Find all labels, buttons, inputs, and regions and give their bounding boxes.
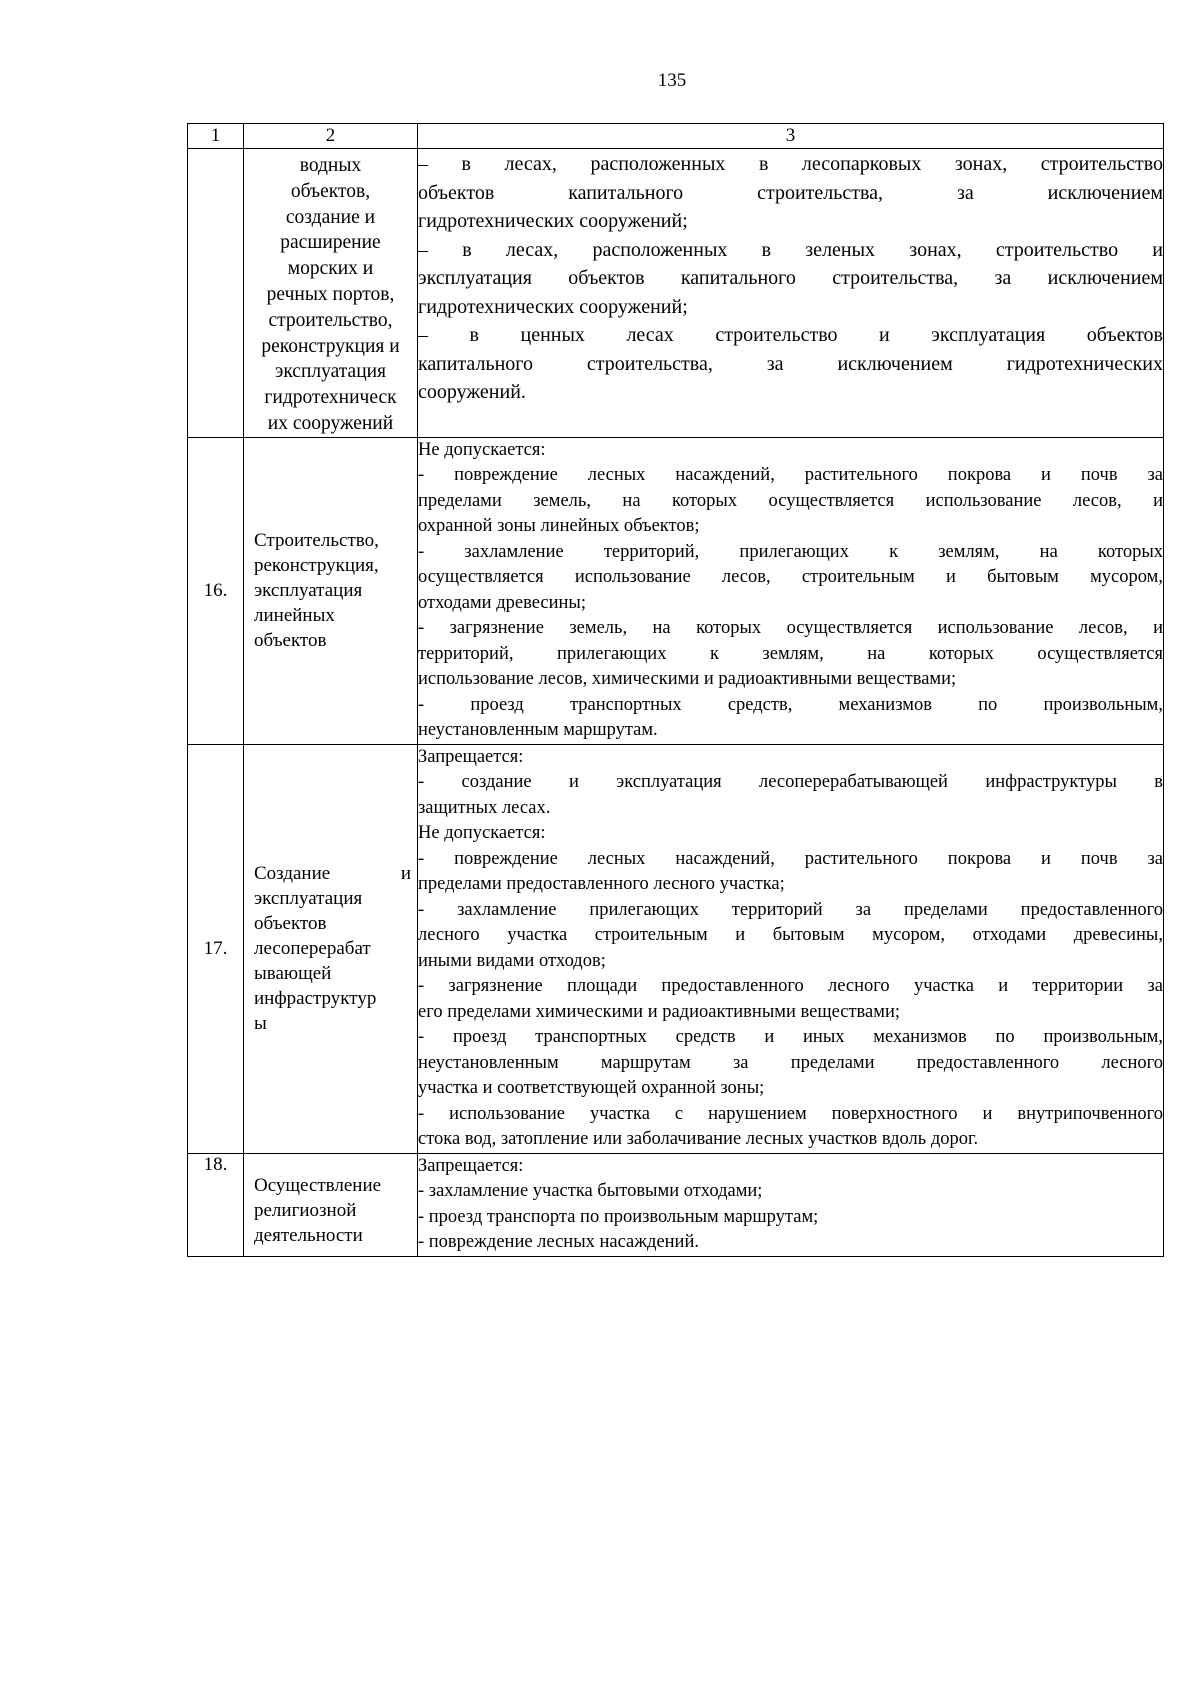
activity-name-line: деятельности [254,1225,363,1247]
activity-name-line: эксплуатация [274,361,387,383]
activity-name-line: Создание и [254,863,411,885]
activity-name-line: создание и [285,206,376,228]
activity-name-line: ы [254,1013,267,1035]
restriction-line: охранной зоны линейных объектов; [418,516,700,537]
restrictions-text [418,437,1164,744]
activity-name-line: их сооружений [267,412,394,434]
activity-name-line: ывающей [254,963,332,985]
restriction-line: неустановленным маршрутам за пределами предоставленного лесного [418,1052,1163,1073]
table-row [188,1153,1164,1256]
restriction-line: неустановленным маршрутам. [418,720,658,741]
restriction-line: – в лесах, расположенных в зеленых зонах, строительство и [418,238,1163,261]
restriction-line: защитных лесах. [418,797,551,818]
activity-name [244,437,418,744]
restriction-line: территорий, прилегающих к землям, на которых осуществляется [418,643,1163,664]
activity-name-line: лесоперерабат [254,938,371,960]
row-number: 18. [188,1153,244,1256]
restriction-line: пределами предоставленного лесного участка; [418,874,785,895]
restrictions-text [418,744,1164,1153]
restriction-line: - проезд транспорта по произвольным маршрутам; [418,1206,819,1227]
restriction-line: иными видами отходов; [418,950,606,971]
restriction-line: использование лесов, химическими и радиоактивными веществами; [418,669,957,690]
activity-name-line: речных портов, [266,283,395,305]
restriction-line: - загрязнение площади предоставленного лесного участка и территории за [418,976,1163,997]
activity-name-line: объектов [254,630,327,652]
table-row [188,437,1164,744]
restriction-line: сооружений. [418,381,526,403]
activity-name-line: строительство, [268,309,393,331]
activity-name-line: религиозной [254,1200,357,1222]
row-number: 17. [188,744,244,1153]
restriction-line: осуществляется использование лесов, строительным и бытовым мусором, [418,567,1163,588]
restriction-line: - использование участка с нарушением поверхностного и внутрипочвенного [418,1103,1163,1124]
restriction-line: объектов капитального строительства, за исключением [418,181,1163,204]
row-number [188,149,244,438]
restriction-line: Не допускается: [418,439,546,460]
activity-name-line: реконструкция и [261,335,400,357]
restriction-line: - загрязнение земель, на которых осуществляется использование лесов, и [418,618,1163,639]
activity-name-line: расширение [280,232,381,254]
activity-name [244,1153,418,1256]
restriction-line: Не допускается: [418,823,546,844]
activity-name-line: Строительство, [254,530,379,552]
restriction-line: эксплуатация объектов капитального строительства, за исключением [418,267,1163,289]
restriction-line: - проезд транспортных средств и иных механизмов по произвольным, [418,1027,1163,1048]
activity-name-line: линейных [254,605,335,627]
restriction-line: участка и соответствующей охранной зоны; [418,1078,765,1099]
restriction-line: - повреждение лесных насаждений. [418,1232,699,1253]
restriction-line: лесного участка строительным и бытовым мусором, отходами древесины, [418,925,1163,946]
restriction-line: - захламление территорий, прилегающих к землям, на которых [418,541,1163,562]
restriction-line: Запрещается: [418,746,524,767]
activity-name-line: инфраструктур [254,988,377,1010]
header-col-1: 1 [188,124,244,149]
restriction-line: – в лесах, расположенных в лесопарковых зонах, строительство [418,153,1163,175]
page-number: 135 [657,70,687,91]
activity-name [244,744,418,1153]
restriction-line: - проезд транспортных средств, механизмов по произвольным, [418,694,1163,715]
restriction-line: пределами земель, на которых осуществляется использование лесов, и [418,490,1163,511]
restriction-line: стока вод, затопление или заболачивание лесных участков вдоль дорог. [418,1129,979,1150]
restrictions-text [418,1153,1164,1256]
activity-name-line: водных [299,155,362,176]
regulations-table [187,123,1164,1257]
header-col-2: 2 [244,124,418,149]
restriction-line: его пределами химическими и радиоактивными веществами; [418,1001,900,1022]
restriction-line: - повреждение лесных насаждений, растительного покрова и почв за [418,465,1163,486]
activity-name-line: Осуществление [254,1175,382,1197]
activity-name-line: объектов [254,913,327,935]
restriction-line: – в ценных лесах строительство и эксплуатация объектов [418,324,1163,346]
restriction-line: Запрещается: [418,1155,524,1176]
header-col-3: 3 [418,124,1164,149]
activity-name-line: объектов, [290,180,371,202]
activity-name-line: эксплуатация [254,888,363,910]
activity-name-line: реконструкция, [254,555,379,577]
activity-name-line: эксплуатация [254,580,363,602]
table-header-row [188,124,1164,149]
restriction-line: - повреждение лесных насаждений, растительного покрова и почв за [418,848,1163,869]
restrictions-text [418,149,1164,438]
row-number: 16. [188,437,244,744]
restriction-line: отходами древесины; [418,592,586,613]
table-row [188,744,1164,1153]
restriction-line: - захламление прилегающих территорий за пределами предоставленного [418,899,1163,920]
table-row [188,149,1164,438]
activity-name-line: морских и [287,258,374,280]
restriction-line: - захламление участка бытовыми отходами; [418,1181,763,1202]
restriction-line: капитального строительства, за исключением гидротехнических [418,352,1163,375]
restriction-line: гидротехнических сооружений; [418,295,688,318]
restriction-line: - создание и эксплуатация лесоперерабатывающей инфраструктуры в [418,772,1163,793]
restriction-line: гидротехнических сооружений; [418,210,688,232]
activity-name-line: гидротехническ [264,387,397,409]
activity-name [244,149,418,438]
